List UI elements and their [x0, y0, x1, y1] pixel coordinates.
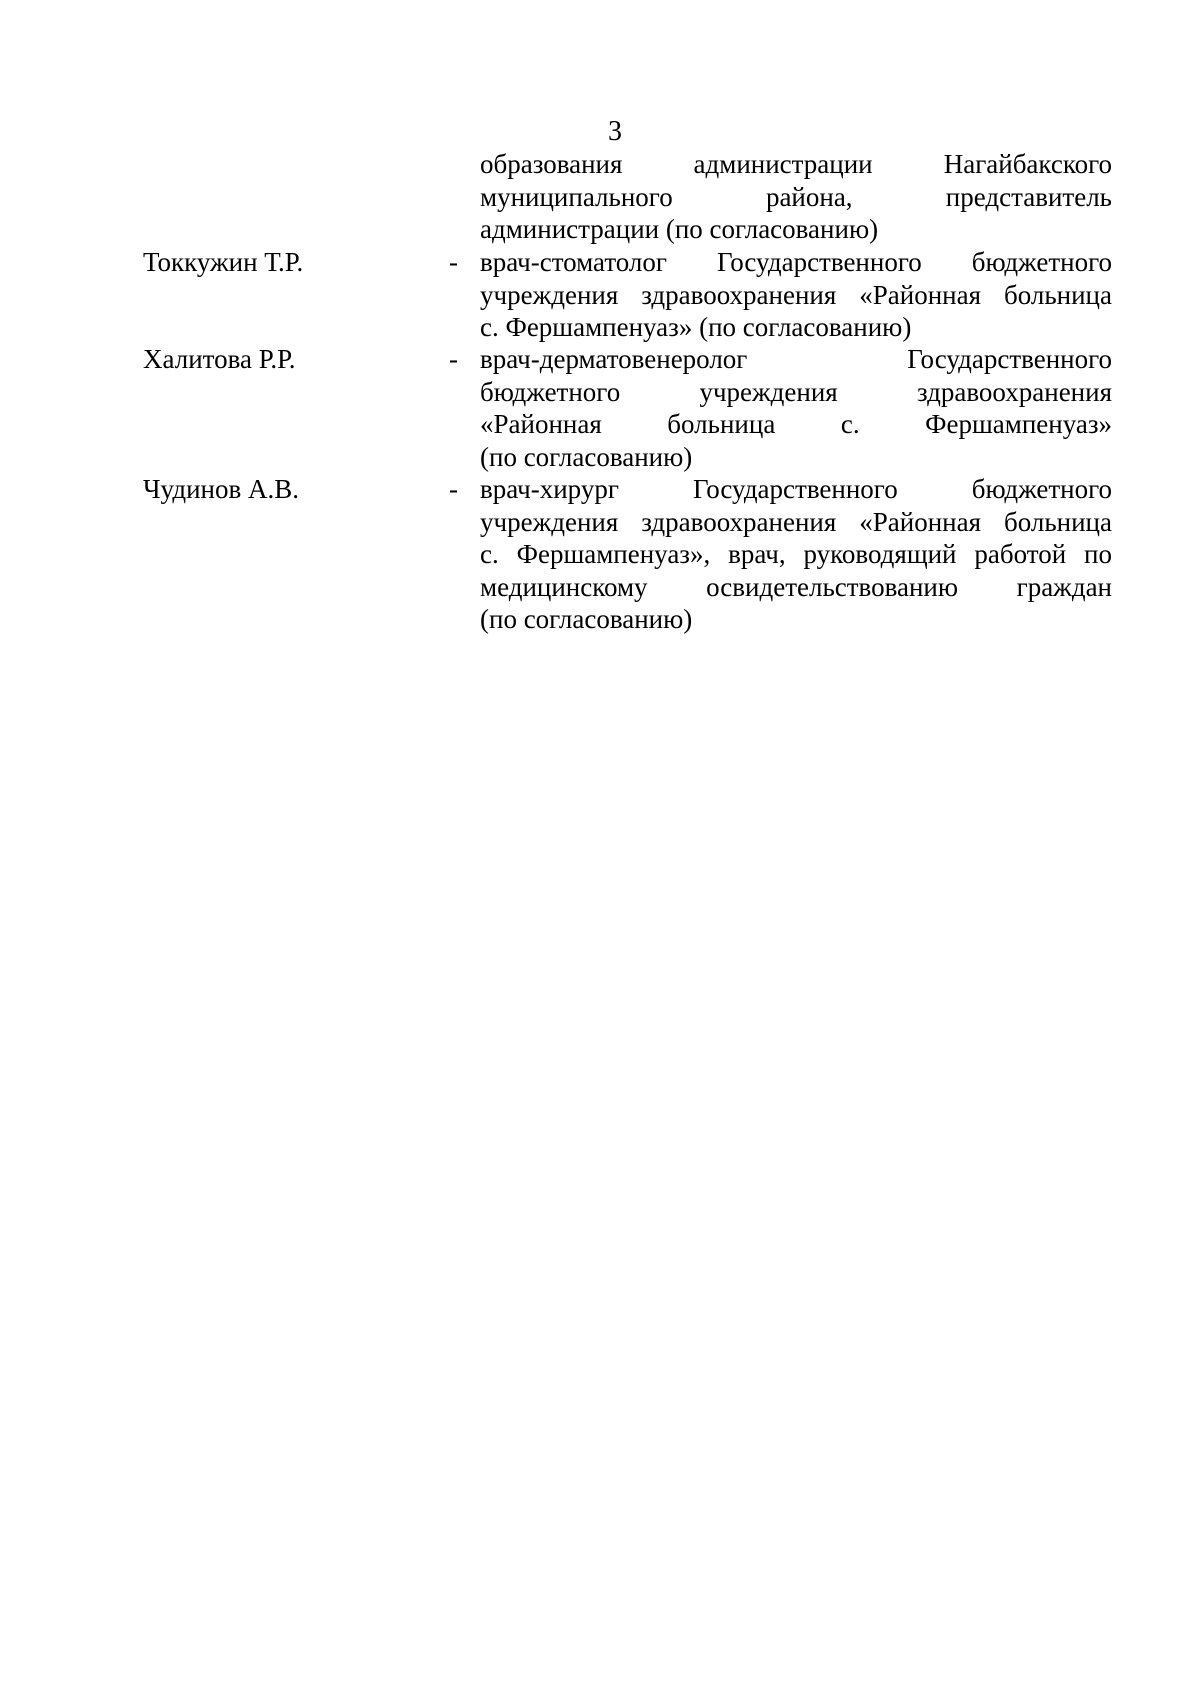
description-line: медицинскому освидетельствованию граждан: [480, 571, 1112, 602]
description-line: бюджетного учреждения здравоохранения: [480, 376, 1112, 407]
description-line: (по согласованию): [480, 604, 693, 634]
member-name: Чудинов А.В.: [143, 474, 299, 504]
description-line: учреждения здравоохранения «Районная больница: [480, 279, 1112, 310]
description-line: с. Фершампенуаз» (по согласованию): [480, 312, 912, 342]
description-line: образования администрации Нагайбакского: [480, 149, 1112, 179]
description-line: врач-хирург Государственного бюджетного: [480, 474, 1112, 504]
member-dash: -: [449, 247, 458, 277]
page-number: 3: [608, 116, 622, 147]
description-line: администрации (по согласованию): [480, 214, 879, 244]
member-name: Халитова Р.Р.: [143, 344, 296, 374]
description-line: врач-дерматовенеролог Государственного: [480, 344, 1112, 374]
description-line: учреждения здравоохранения «Районная больница: [480, 506, 1112, 537]
description-line: с. Фершампенуаз», врач, руководящий работой по: [480, 539, 1112, 569]
member-name: Токкужин Т.Р.: [143, 247, 304, 277]
description-line: муниципального района, представитель: [480, 181, 1112, 212]
member-description: [480, 343, 1112, 473]
member-description: [480, 246, 1112, 344]
member-dash: -: [449, 474, 458, 504]
description-line: «Районная больница с. Фершампенуаз»: [480, 409, 1112, 439]
description-line: врач-стоматолог Государственного бюджетного: [480, 247, 1112, 277]
member-description: [480, 148, 1112, 246]
description-line: (по согласованию): [480, 441, 693, 472]
member-description: [480, 473, 1112, 636]
member-dash: -: [449, 344, 458, 374]
